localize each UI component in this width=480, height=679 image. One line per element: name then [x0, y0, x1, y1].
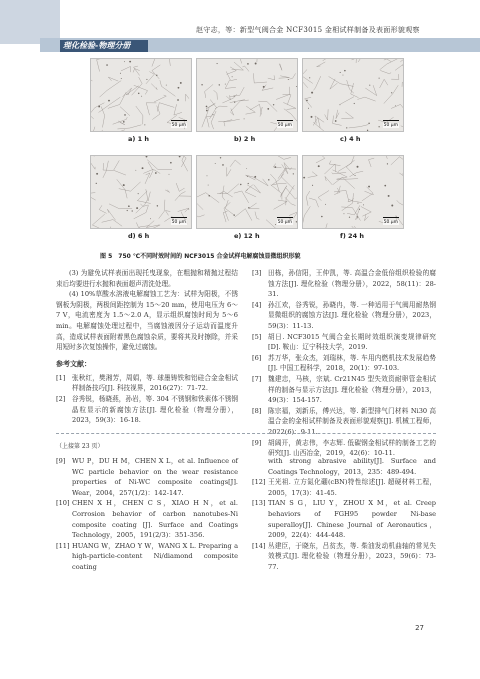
scale-bar-label: 50 μm	[277, 220, 292, 225]
reference-item	[252, 332, 436, 353]
continuation-right-refs	[252, 477, 436, 572]
reference-number: [6]	[252, 353, 262, 362]
reference-text: 胡阔开，黄志伟，李志辉. 低碳钢金相试样的制备工艺的研究[J]. 山西冶金，2019，42(6)：10-11.	[268, 438, 436, 458]
reference-number: [7]	[252, 374, 262, 383]
reference-number: [5]	[252, 332, 262, 341]
reference-text: 胡日. NCF3015 气阀合金长期时效组织演变规律研究[D]. 鞍山：辽宁科技大学，2019.	[268, 332, 436, 352]
continuation-right-column	[252, 456, 436, 573]
micrograph-panel	[302, 155, 404, 229]
references-heading: 参考文献：	[56, 359, 91, 368]
reference-item	[56, 456, 238, 498]
paragraph-3: (3) 为避免试样表面出现托曳现象，在粗抛和精抛过程结束后均要进行水抛和表面超声清洗处理。	[56, 269, 238, 288]
reference-item	[56, 394, 238, 426]
reference-item	[252, 477, 436, 498]
scale-bar-label: 50 μm	[383, 123, 398, 128]
scale-bar-label: 50 μm	[277, 123, 292, 128]
reference-item	[252, 268, 436, 300]
section-divider	[56, 433, 436, 434]
panel-label: d) 6 h	[128, 232, 150, 240]
reference-text: 张秋红，樊湘芳，周娟，等. 球墨铸铁和铝硅合金金相试样制备技巧[J]. 科技视界，2016(27)：71-72.	[72, 373, 238, 393]
reference-number: [1]	[56, 373, 66, 382]
scale-bar	[171, 120, 187, 121]
micrograph-panel	[302, 58, 404, 132]
reference-number: [10]	[56, 499, 70, 508]
reference-text: 谷秀锐，杨晓燕，孙岩，等. 304 不锈钢和铁素体不锈钢晶粒显示的新腐蚀方法[J]. 理化检验（物理分册），2023，59(3)：16-18.	[72, 394, 238, 425]
reference-text: 陈宗福，刘新乐，傅兴达，等. 新型排气门材料 Ni30 高温合金的金相试样制备及表面形貌观察[J]. 机械工程师，2022(6)：9-11.	[268, 406, 436, 436]
reference-number: [13]	[252, 499, 266, 508]
scale-bar-label: 50 μm	[171, 220, 186, 225]
scale-bar	[383, 120, 399, 121]
micrograph-panel	[196, 155, 298, 229]
reference-number: [9]	[252, 438, 262, 447]
reference-text: 孙江欢，谷秀锐，孙晓冉，等. 一种适用于气阀用耐热钢显微组织的腐蚀方法[J]. 理化检验（物理分册），2023，59(3)：11-13.	[268, 300, 436, 330]
panel-label: c) 4 h	[340, 135, 361, 143]
reference-number: [2]	[56, 394, 66, 403]
panel-label: a) 1 h	[128, 135, 150, 143]
panel-label: e) 12 h	[234, 232, 260, 240]
reference-number: [9]	[56, 457, 66, 465]
reference-item	[252, 374, 436, 406]
right-text-column	[252, 268, 436, 459]
scale-bar	[171, 217, 187, 218]
reference-item	[56, 373, 238, 394]
reference-item	[56, 541, 238, 573]
reference-number: [4]	[252, 300, 262, 309]
reference-text: TIAN S G，LIU Y，ZHOU X M，et al. Creep behaviors of FGH95 powder Ni-base superalloy[J]. Chinese Journal of Aeronautics，2009，22(4)：444-448.	[268, 499, 436, 540]
reference-number: [14]	[252, 541, 266, 550]
reference-number: [12]	[252, 478, 266, 487]
reference-text: HUANG W，ZHAO Y W，WANG X L. Preparing a high-particle-content Ni/diamond composite coating	[72, 541, 238, 571]
journal-logo-text: 理化检验-物理分册	[63, 41, 131, 50]
panel-label: b) 2 h	[234, 135, 256, 143]
scale-bar	[383, 217, 399, 218]
reference-text: WU P，DU H M，CHEN X L，et al. Influence of WC particle behavior on the wear resistance properties of Ni-WC composite coatings[J]. Wear，2004，257(1/2)：142-147.	[72, 457, 238, 497]
left-reference-list	[56, 373, 238, 426]
reference-number: [3]	[252, 269, 262, 277]
figure-caption: 图 5 750 ℃不同时效时间的 NCF3015 合金试样电解腐蚀显微组织形貌	[100, 253, 301, 260]
reference-text: 丛建臣，于晓东，吕贫杰，等. 柴油发动机曲轴的常见失效模式[J]. 理化检验（物理分册），2023，59(6)：73-77.	[268, 541, 436, 571]
micrograph-panel	[196, 58, 298, 132]
panel-label: f) 24 h	[340, 232, 364, 240]
reference-text: 魏建忠，马核，宗斌. Cr21N45 型失效资耐卵管金相试样的制备与显示方法[J]. 理化检验（物理分册），2013，49(3)：154-157.	[268, 374, 436, 405]
scale-bar	[277, 120, 293, 121]
micrograph-panel	[90, 155, 192, 229]
continuation-left-column	[56, 456, 238, 573]
reference-number: [8]	[252, 406, 262, 415]
reference-item	[56, 498, 238, 540]
scale-bar-label: 50 μm	[383, 220, 398, 225]
left-text-column	[56, 268, 238, 426]
reference-text: 田栋，孙信阳，王仲凯，等. 高温合金低倍组织检验的腐蚀方法[J]. 理化检验（物理分册），2022，58(11)：28-31.	[268, 269, 436, 299]
reference-number: [11]	[56, 541, 70, 550]
scale-bar-label: 50 μm	[171, 123, 186, 128]
micrograph-panel	[90, 58, 192, 132]
reference-item	[252, 541, 436, 573]
right-reference-list	[252, 268, 436, 459]
reference-item	[252, 498, 436, 540]
continuation-right-intro: with strong abrasive ability[J]. Surface and Coatings Technology，2013，235：489-494.	[268, 457, 436, 476]
reference-item	[252, 300, 436, 332]
reference-text: CHEN X H，CHEN C S，XIAO H N，et al. Corrosion behavior of carbon nanotubes-Ni composite coating [J]. Surface and Coatings Technology，2005，191(2/3)：351-356.	[72, 499, 238, 540]
reference-text: 王光祖. 立方氮化硼(cBN)特性综述[J]. 超硬材料工程，2005，17(3)：41-45.	[268, 478, 436, 497]
reference-item	[252, 353, 436, 374]
page-number: 27	[415, 624, 424, 632]
scale-bar	[277, 217, 293, 218]
paragraph-4: (4) 10%草酸水溶液电解腐蚀工艺为：试样为阳极，不锈钢板为阴极，两极间距控制为 15～20 mm，使用电压为 6～7 V，电流密度为 1.5～2.0 A，显示组织腐蚀时间为 5～6 min。电解腐蚀处理过程中，当腐蚀液因分子运动而温度升高，造成试样表面附着黑色腐蚀杂质，要将其及时擦除，并采用短时多次复蚀操作，避免过腐蚀。	[56, 290, 238, 352]
reference-text: 苏万华，张众杰，刘瑞林，等. 车用内燃机技术发展趋势[J]. 中国工程科学，2018，20(1)：97-103.	[268, 353, 436, 373]
running-title: 赵守志，等：新型气阀合金 NCF3015 金相试样制备及表面形貌观察	[196, 26, 420, 34]
continuation-left-refs	[56, 456, 238, 573]
continuation-note: （上接第 23 页）	[56, 443, 104, 450]
